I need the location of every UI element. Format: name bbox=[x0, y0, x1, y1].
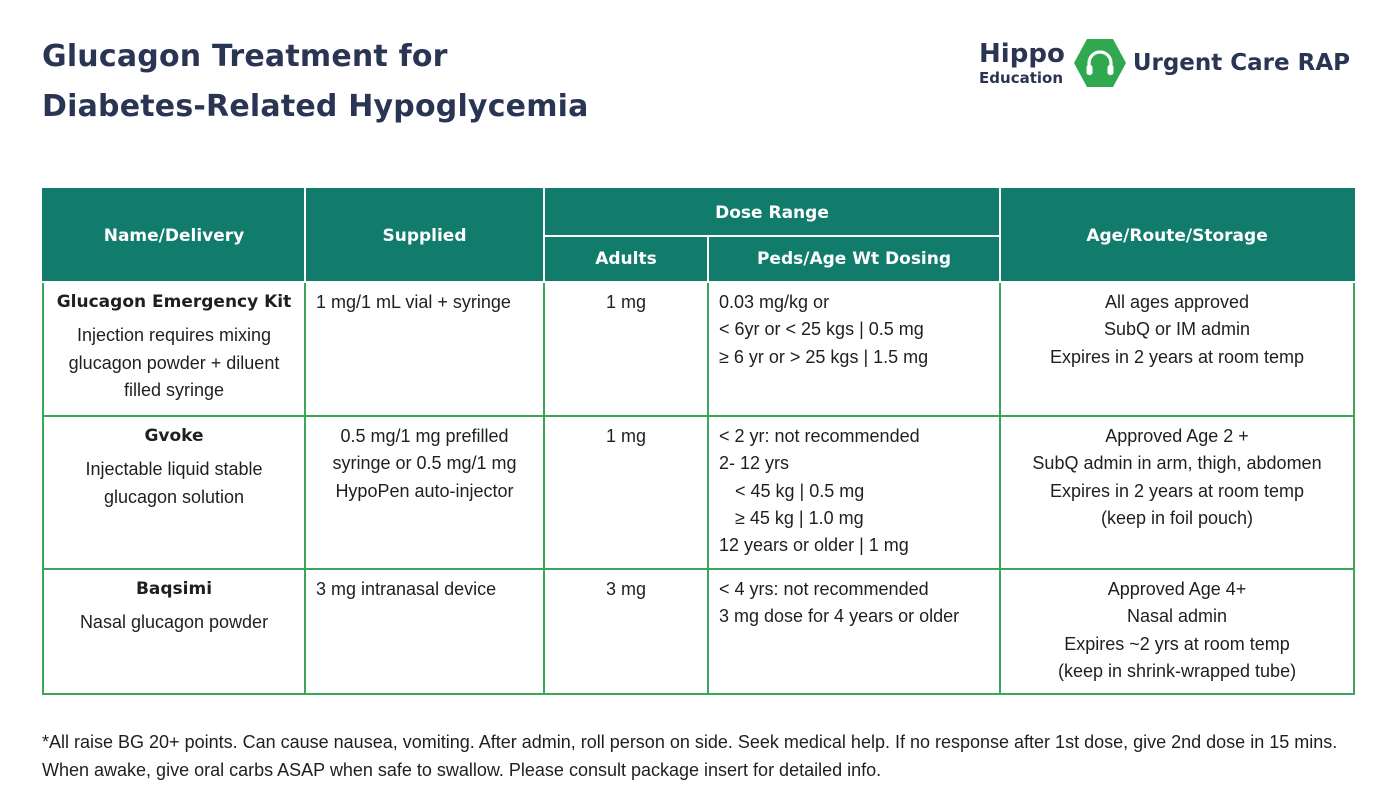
table-row bbox=[43, 569, 1354, 694]
hippo-wordmark bbox=[979, 39, 1065, 87]
name-cell bbox=[43, 282, 305, 416]
headphones-icon bbox=[1073, 36, 1127, 90]
peds-cell bbox=[708, 282, 1000, 416]
peds-line: ≥ 6 yr or > 25 kgs | 1.5 mg bbox=[719, 346, 929, 367]
name-cell bbox=[43, 416, 305, 569]
age-line: (keep in foil pouch) bbox=[1100, 507, 1254, 528]
brand-sub: Education bbox=[979, 69, 1064, 87]
adults-cell: 3 mg bbox=[544, 569, 708, 694]
header-age-route-storage: Age/Route/Storage bbox=[1000, 189, 1354, 282]
supplied-cell: 0.5 mg/1 mg prefilled syringe or 0.5 mg/1 mg HypoPen auto-injector bbox=[305, 416, 544, 569]
header-peds: Peds/Age Wt Dosing bbox=[708, 236, 1000, 282]
drug-name: Gvoke bbox=[144, 426, 204, 446]
age-line: Expires ~2 yrs at room temp bbox=[1064, 633, 1290, 654]
title-line-2: Diabetes-Related Hypoglycemia bbox=[42, 89, 589, 124]
peds-line: 0.03 mg/kg or bbox=[719, 292, 830, 312]
brand-name: Hippo bbox=[979, 39, 1065, 69]
peds-line: < 6yr or < 25 kgs | 0.5 mg bbox=[719, 319, 924, 340]
drug-description: Injection requires mixing glucagon powder + diluent filled syringe bbox=[68, 325, 280, 400]
peds-line: < 4 yrs: not recommended bbox=[719, 579, 929, 599]
peds-line: < 45 kg | 0.5 mg bbox=[735, 480, 865, 501]
supplied-cell: 1 mg/1 mL vial + syringe bbox=[305, 282, 544, 416]
age-line: Nasal admin bbox=[1126, 606, 1228, 627]
age-line: SubQ or IM admin bbox=[1103, 319, 1251, 340]
age-line: Expires in 2 years at room temp bbox=[1049, 346, 1305, 367]
brand-logo bbox=[979, 36, 1350, 90]
age-line: Approved Age 2 + bbox=[1105, 426, 1249, 446]
peds-line: 12 years or older | 1 mg bbox=[719, 535, 909, 556]
adults-cell: 1 mg bbox=[544, 282, 708, 416]
title-line-1: Glucagon Treatment for bbox=[42, 39, 448, 74]
drug-description: Nasal glucagon powder bbox=[79, 612, 269, 633]
peds-cell bbox=[708, 416, 1000, 569]
drug-name: Glucagon Emergency Kit bbox=[56, 292, 292, 312]
header-supplied: Supplied bbox=[305, 189, 544, 282]
drug-description: Injectable liquid stable glucagon solution bbox=[85, 459, 263, 507]
age-line: Expires in 2 years at room temp bbox=[1049, 480, 1305, 501]
product-name: Urgent Care RAP bbox=[1132, 50, 1350, 76]
supplied-cell: 3 mg intranasal device bbox=[305, 569, 544, 694]
peds-line: 2- 12 yrs bbox=[719, 453, 790, 474]
age-line: SubQ admin in arm, thigh, abdomen bbox=[1032, 453, 1322, 474]
age-line: All ages approved bbox=[1104, 292, 1250, 312]
age-route-storage-cell bbox=[1000, 569, 1354, 694]
age-route-storage-cell bbox=[1000, 416, 1354, 569]
header-name-delivery: Name/Delivery bbox=[43, 189, 305, 282]
table-row bbox=[43, 416, 1354, 569]
name-cell bbox=[43, 569, 305, 694]
page-title bbox=[42, 32, 589, 132]
age-route-storage-cell bbox=[1000, 282, 1354, 416]
adults-cell: 1 mg bbox=[544, 416, 708, 569]
header-adults: Adults bbox=[544, 236, 708, 282]
dosing-table bbox=[42, 188, 1355, 695]
age-line: (keep in shrink-wrapped tube) bbox=[1057, 660, 1297, 681]
age-line: Approved Age 4+ bbox=[1107, 579, 1247, 599]
peds-line: ≥ 45 kg | 1.0 mg bbox=[735, 507, 864, 528]
drug-name: Baqsimi bbox=[135, 579, 213, 599]
peds-cell bbox=[708, 569, 1000, 694]
peds-line: < 2 yr: not recommended bbox=[719, 426, 920, 446]
header-dose-range: Dose Range bbox=[544, 189, 1000, 236]
footnote: *All raise BG 20+ points. Can cause nausea, vomiting. After admin, roll person on side. Seek medical help. If no response after 1st dose, give 2nd dose in 15 mins. When awake, give oral carbs ASAP when safe to swallow. Please consult package insert for detailed info. bbox=[42, 732, 1338, 780]
peds-line: 3 mg dose for 4 years or older bbox=[719, 606, 960, 627]
table-row bbox=[43, 282, 1354, 416]
